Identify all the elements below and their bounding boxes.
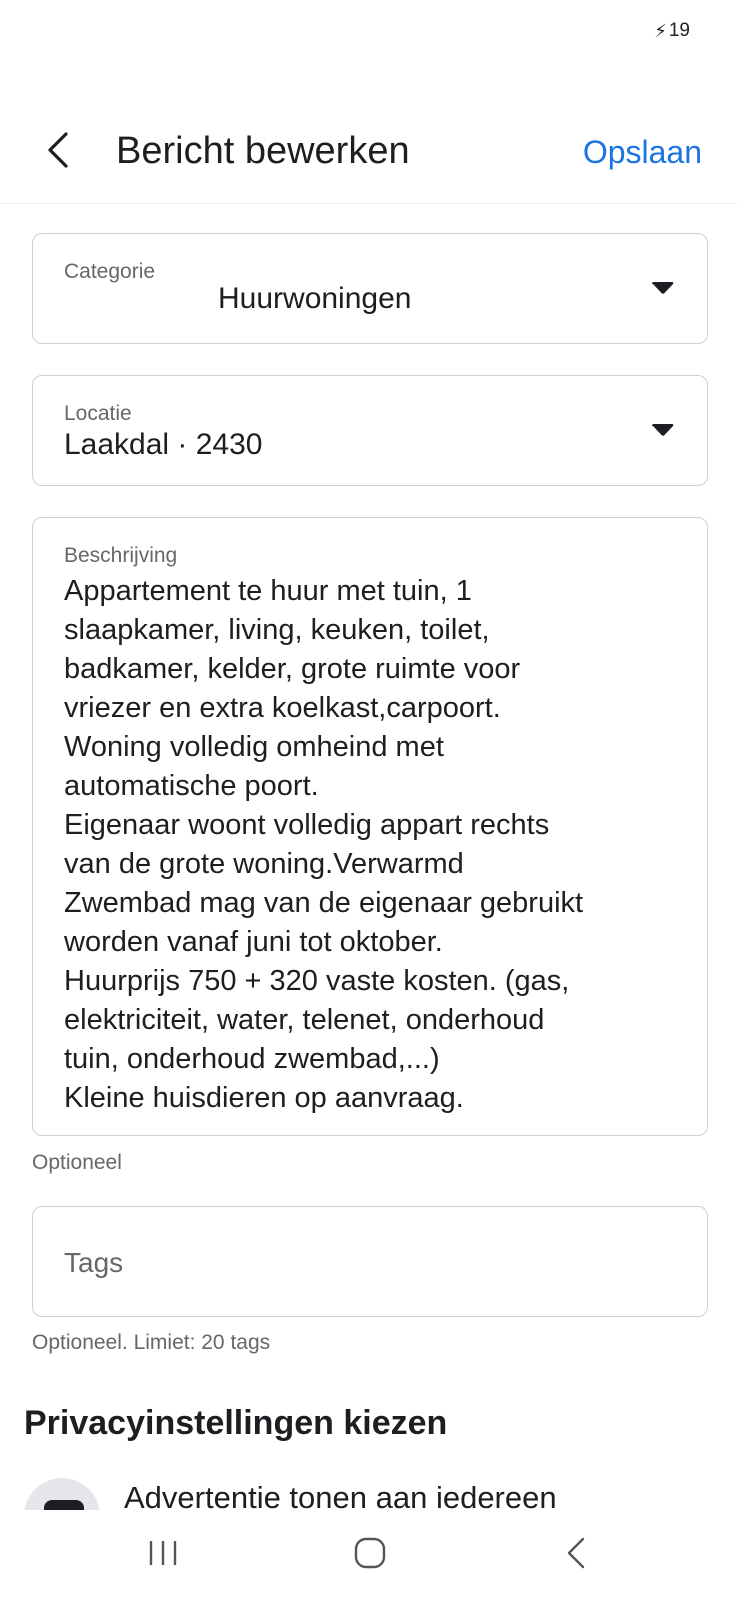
caret-down-icon <box>649 279 677 299</box>
system-back-button[interactable] <box>546 1528 606 1578</box>
tags-input[interactable] <box>32 1206 708 1317</box>
location-value: Laakdal · 2430 <box>64 428 263 461</box>
back-arrow-icon <box>565 1536 587 1570</box>
privacy-option-label: Advertentie tonen aan iedereen <box>124 1480 557 1510</box>
description-label: Beschrijving <box>64 544 178 567</box>
home-button[interactable] <box>340 1528 400 1578</box>
chevron-left-icon <box>46 131 70 169</box>
category-value: Huurwoningen <box>218 282 412 315</box>
description-textarea[interactable] <box>32 517 708 1136</box>
tags-helper-text: Optioneel. Limiet: 20 tags <box>32 1331 271 1354</box>
battery-level: 19 <box>668 20 690 41</box>
description-helper-text: Optioneel <box>32 1151 122 1174</box>
home-icon <box>353 1536 387 1570</box>
system-navigation-bar <box>0 1510 738 1600</box>
save-button[interactable]: Opslaan <box>582 134 702 170</box>
privacy-option-public[interactable] <box>0 1470 738 1510</box>
category-select[interactable] <box>32 233 708 344</box>
description-value[interactable]: Appartement te huur met tuin, 1 slaapkamer, living, keuken, toilet, badkamer, kelder, grote ruimte voor vriezer en extra koelkast,carpoort. Woning volledig omheind met automatische poort. Eigenaar woont volledig appart rechts van de grote woning.Verwarmd Zwembad mag van de eigenaar gebruikt worden vanaf juni tot oktober. Huurprijs 750 + 320 vaste kosten. (gas, elektriciteit, water, telenet, onderhoud tuin, onderhoud zwembad,...) Kleine huisdieren op aanvraag. <box>64 575 584 1114</box>
caret-down-icon <box>649 421 677 441</box>
tags-placeholder: Tags <box>64 1247 124 1278</box>
location-label: Locatie <box>64 402 132 425</box>
battery-indicator <box>654 20 690 42</box>
header <box>0 100 738 204</box>
recent-apps-icon <box>145 1538 181 1568</box>
recent-apps-button[interactable] <box>133 1528 193 1578</box>
charging-bolt-icon: ⚡ <box>654 20 667 41</box>
privacy-section-title: Privacyinstellingen kiezen <box>24 1404 448 1442</box>
location-select[interactable] <box>32 375 708 486</box>
back-button[interactable] <box>36 128 80 172</box>
privacy-icon <box>44 1500 84 1510</box>
category-label: Categorie <box>64 260 156 283</box>
status-bar <box>0 0 738 60</box>
page-title: Bericht bewerken <box>116 130 410 172</box>
